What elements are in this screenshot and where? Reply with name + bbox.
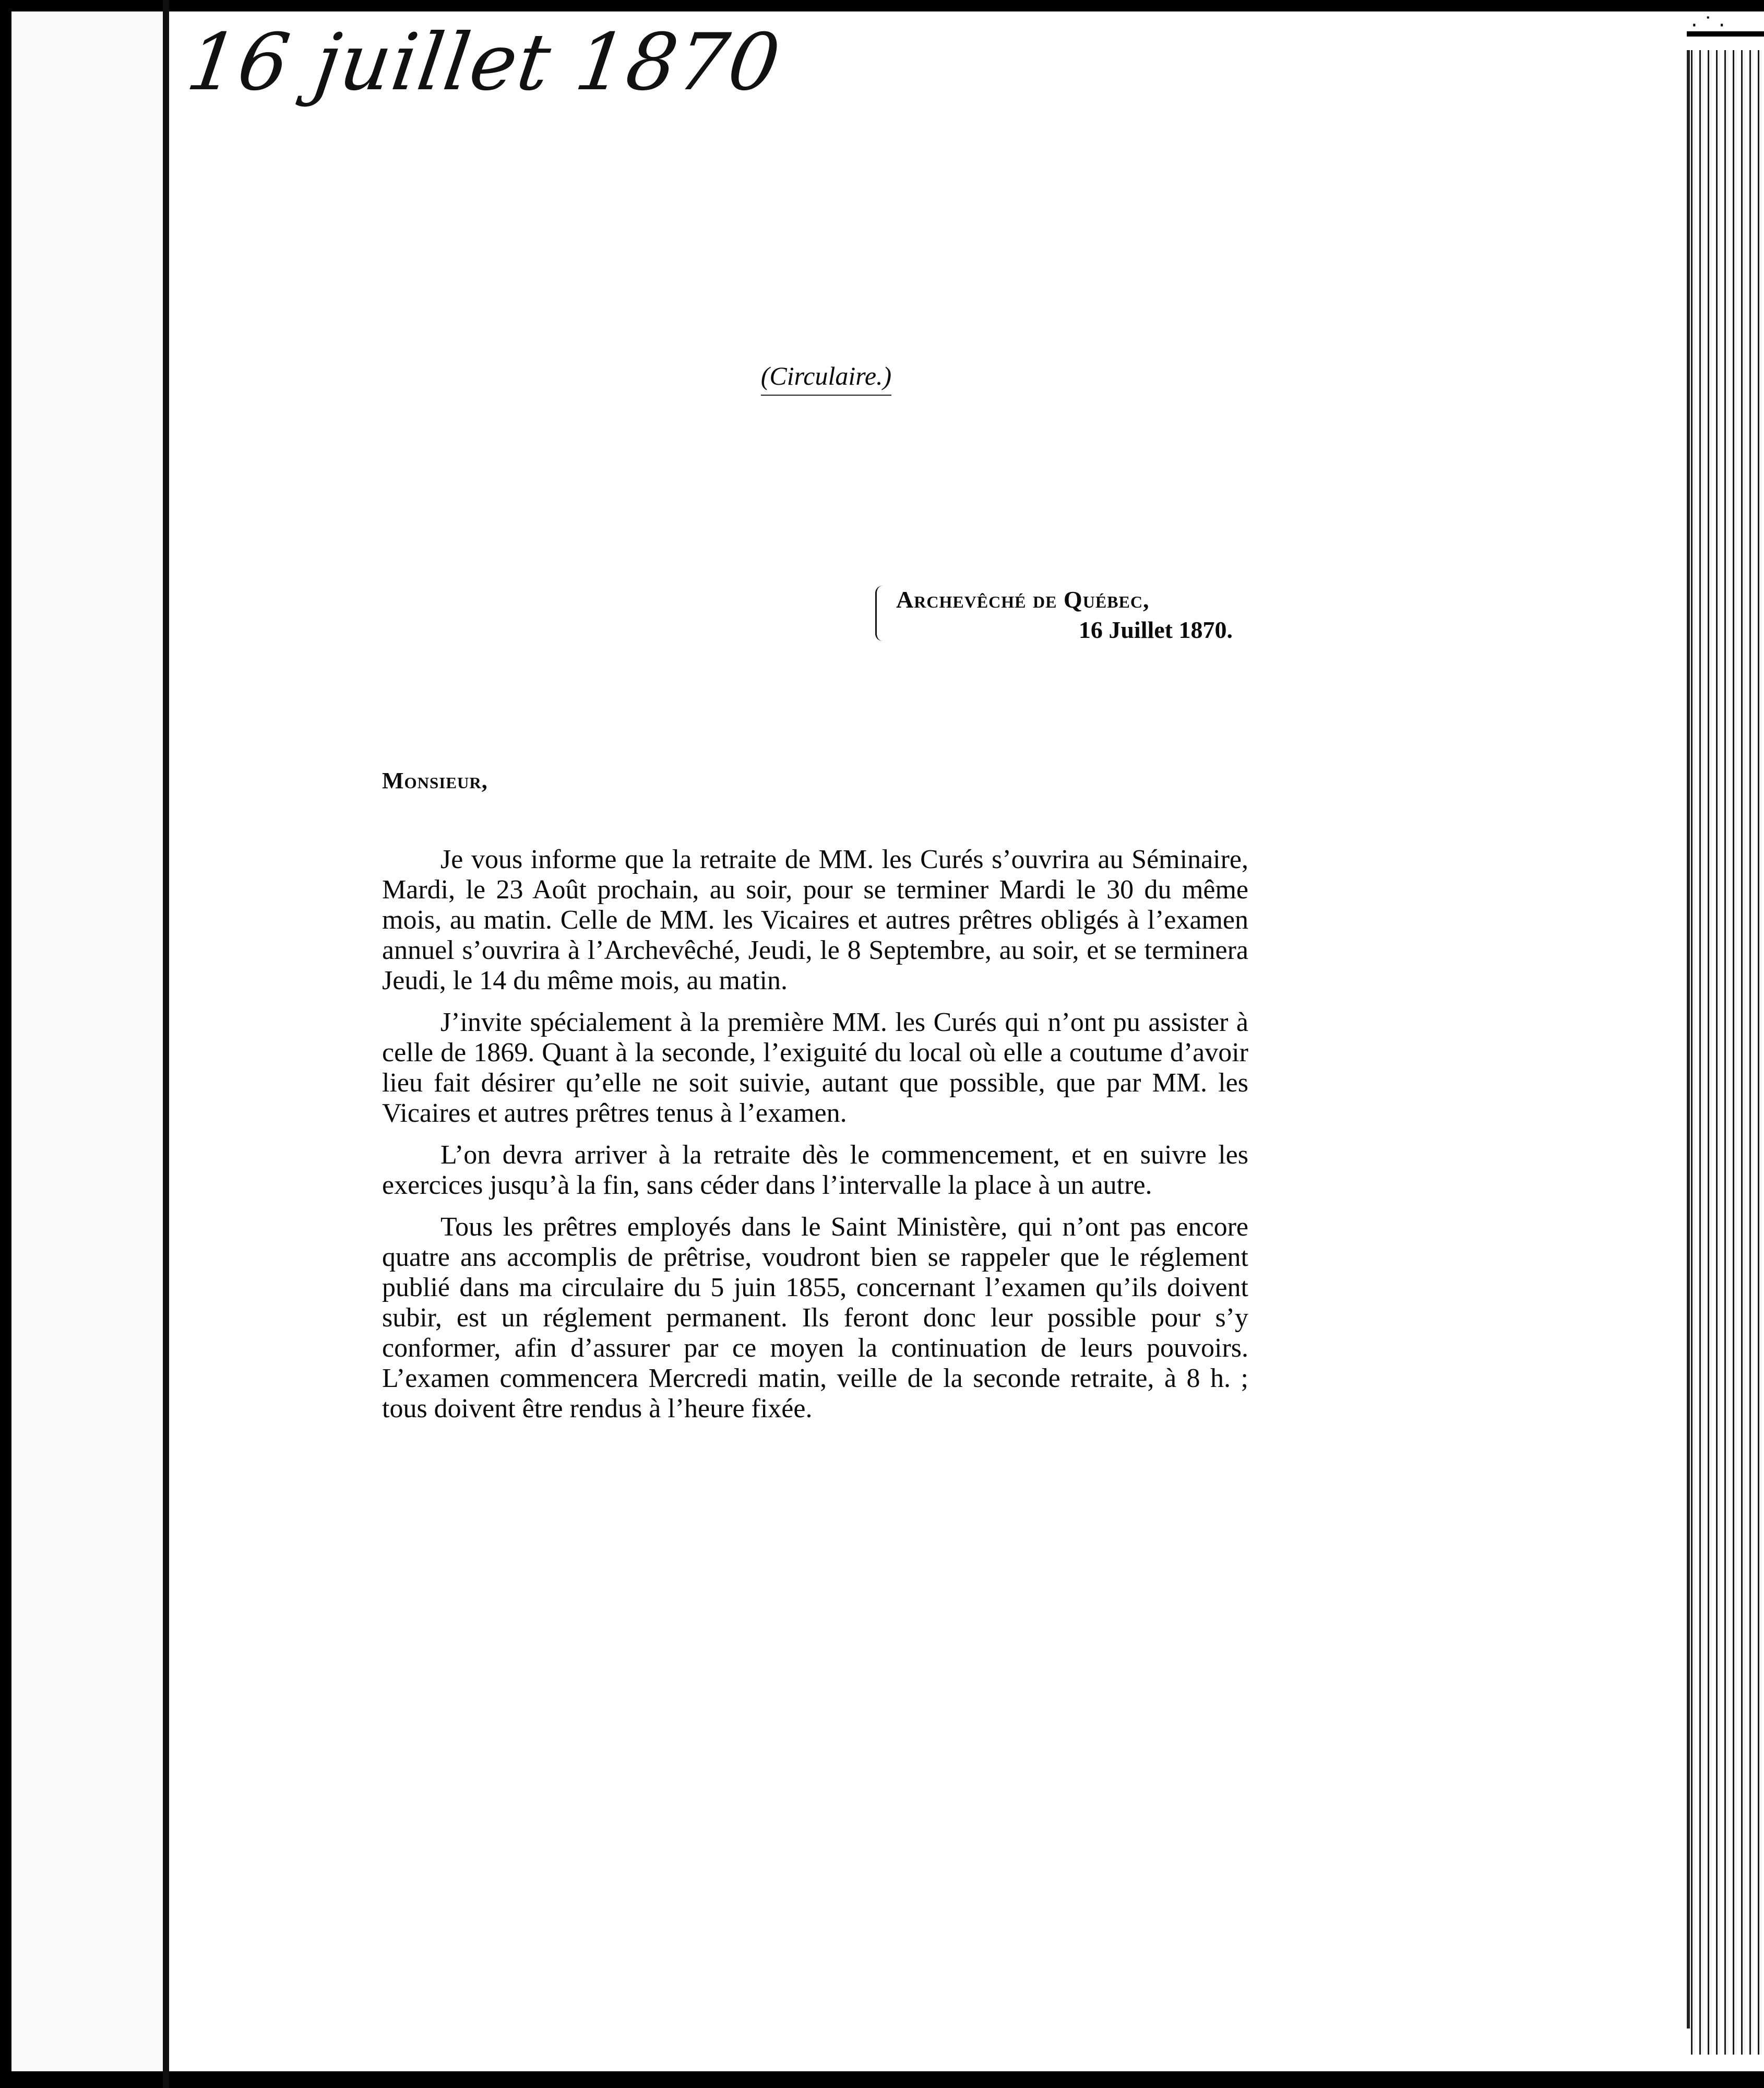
dateline-date: 16 Juillet 1870. <box>1078 616 1233 643</box>
document-heading <box>404 360 1248 396</box>
dateline-place: Archevêché de Québec, <box>896 586 1150 613</box>
heading-text: (Circulaire.) <box>761 360 891 396</box>
book-page-stack-edge <box>1687 50 1764 2055</box>
binding-gutter-line <box>163 0 169 2088</box>
paragraph-examination: Tous les prêtres employés dans le Saint Ministère, qui n’ont pas encore quatre ans accomplis de prêtrise, voudront bien se rappeler que le réglement publié dans ma circulaire du 5 juin 1855, concernant l’examen qu’ils doivent subir, est un réglement permanent. Ils feront donc leur possible pour s’y conformer, afin d’assurer par ce moyen la continuation de leurs pouvoirs. L’examen commencera Mercredi matin, veille de la seconde retraite, à 8 h. ; tous doivent être rendus à l’heure fixée. <box>382 1212 1248 1423</box>
dateline-brace <box>875 586 890 641</box>
paragraph-attendance: L’on devra arriver à la retraite dès le commencement, et en suivre les exercices jusqu’à la fin, sans céder dans l’intervalle la place à un autre. <box>382 1140 1248 1200</box>
handwritten-date-annotation: 16 juillet 1870 <box>181 17 786 108</box>
left-margin-area <box>0 0 163 2088</box>
page-edge-line <box>1687 50 1690 2028</box>
paragraph-retreat-dates: Je vous informe que la retraite de MM. les Curés s’ouvrira au Séminaire, Mardi, le 23 Août prochain, au soir, pour se terminer Mardi le 30 du même mois, au matin. Celle de MM. les Vicaires et autres prêtres obligés à l’examen annuel s’ouvrira à l’Archevêché, Jeudi, le 8 Septembre, au soir, et se terminera Jeudi, le 14 du même mois, au matin. <box>382 845 1248 995</box>
scan-border-bottom <box>0 2071 1764 2088</box>
scan-border-top <box>0 0 1764 11</box>
paragraph-invitation: J’invite spécialement à la première MM. les Curés qui n’ont pu assister à celle de 1869. Quant à la seconde, l’exiguité du local où elle a coutume d’avoir lieu fait désirer qu’elle ne soit suivie, autant que possible, que par MM. les Vicaires et autres prêtres tenus à l’examen. <box>382 1007 1248 1128</box>
salutation: Monsieur, <box>382 768 488 793</box>
scan-corner-specks: ·˙· <box>1691 14 1731 38</box>
dateline-block <box>896 585 1248 645</box>
scan-border-left <box>0 0 11 2088</box>
circular-letter <box>382 360 1248 1424</box>
